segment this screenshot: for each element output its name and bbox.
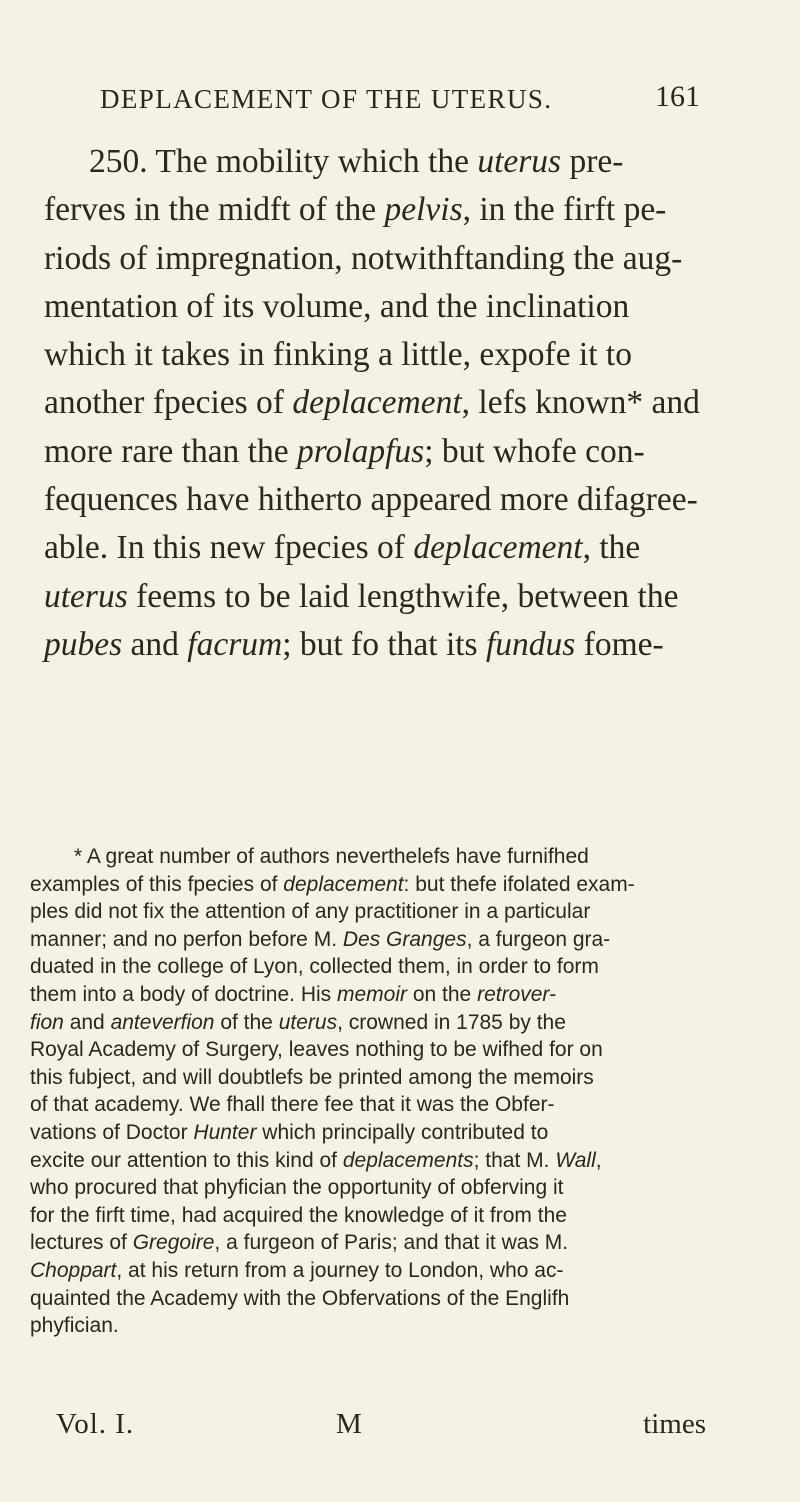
italic-text: deplacement	[292, 384, 462, 422]
italic-text: deplacements	[342, 1148, 474, 1172]
text-run: Royal Academy of Surgery, leaves nothing to be wifhed for on	[30, 1038, 603, 1062]
body-line	[44, 331, 700, 379]
footnote-line	[30, 1119, 720, 1147]
italic-text: deplacement	[283, 872, 404, 896]
text-run: for the firft time, had acquired the knowledge of it from the	[30, 1203, 567, 1227]
page-footer	[56, 1408, 706, 1448]
footnote-line	[30, 1064, 720, 1092]
italic-text: Gregoire	[132, 1231, 215, 1255]
catchword: times	[643, 1408, 706, 1440]
text-run: and	[63, 1010, 111, 1034]
page-number: 161	[655, 80, 700, 113]
text-run: mentation of its volume, and the inclination	[44, 287, 630, 325]
italic-text: pelvis	[384, 191, 463, 229]
text-run: ; that M.	[473, 1148, 556, 1172]
italic-text: memoir	[337, 982, 408, 1006]
footnote-line	[30, 871, 720, 899]
text-run: 250. The mobility which the	[89, 143, 478, 180]
text-run: ferves in the midft of the	[44, 191, 385, 229]
text-run: of that academy. We fhall there fee that it was the Obfer-	[30, 1093, 555, 1117]
footnote-line	[30, 1147, 720, 1175]
text-run: on the	[407, 982, 478, 1006]
text-run: which it takes in finking a little, expofe it to	[44, 336, 632, 374]
italic-text: prolapfus	[296, 432, 425, 470]
text-run: , in the firft pe-	[462, 191, 667, 229]
footnote-line	[30, 1174, 720, 1202]
footnote-line	[30, 1202, 720, 1230]
italic-text: retrover-	[477, 982, 557, 1006]
text-run: pre-	[561, 143, 624, 180]
text-run: quainted the Academy with the Obfervations of the Englifh	[30, 1286, 570, 1310]
footnote-line	[30, 1091, 720, 1119]
text-run: fome-	[575, 625, 664, 663]
footnote-line	[30, 1036, 720, 1064]
footnote-line	[30, 953, 720, 981]
text-run: , a furgeon gra-	[466, 927, 611, 951]
text-run: ,	[595, 1148, 602, 1172]
text-run: , lefs known* and	[461, 384, 700, 422]
text-run: lectures of	[30, 1231, 133, 1255]
text-run: phyfician.	[30, 1314, 119, 1338]
text-run: them into a body of doctrine. His	[30, 982, 337, 1006]
body-line	[44, 186, 700, 234]
text-run: another fpecies of	[44, 384, 293, 422]
body-line	[44, 524, 700, 572]
text-run: duated in the college of Lyon, collected them, in order to form	[30, 955, 599, 979]
italic-text: Wall	[555, 1148, 596, 1172]
main-paragraph	[44, 138, 700, 669]
text-run: examples of this fpecies of	[30, 872, 284, 896]
italic-text: uterus	[278, 1010, 338, 1034]
footnote-line	[30, 1312, 720, 1340]
italic-text: anteverfion	[110, 1010, 215, 1034]
text-run: of the	[214, 1010, 279, 1034]
signature-mark: M	[336, 1408, 362, 1440]
italic-text: Hunter	[193, 1120, 257, 1144]
text-run: ; but fo that its	[282, 625, 486, 663]
footnote-line	[30, 843, 720, 871]
text-run: more rare than the	[44, 432, 297, 470]
text-run: able. In this new fpecies of	[44, 529, 414, 567]
footnote-line	[30, 1229, 720, 1257]
text-run: riods of impregnation, notwithftanding the aug-	[44, 239, 683, 277]
footnote-line	[30, 1009, 720, 1037]
text-run: ; but whofe con-	[424, 432, 645, 470]
text-run: * A great number of authors neverthelefs have furnifhed	[74, 845, 589, 868]
body-line	[44, 379, 700, 427]
text-run: excite our attention to this kind of	[30, 1148, 343, 1172]
text-run: , the	[582, 529, 641, 567]
footnote-line	[30, 981, 720, 1009]
text-run: , a furgeon of Paris; and that it was M.	[214, 1231, 569, 1255]
italic-text: pubes	[44, 625, 123, 663]
running-title: DEPLACEMENT OF THE UTERUS.	[100, 84, 553, 114]
footnote-line	[30, 898, 720, 926]
text-run: , crowned in 1785 by the	[337, 1010, 566, 1034]
italic-text: fundus	[485, 625, 576, 663]
body-line	[44, 621, 700, 669]
footnote	[30, 843, 720, 1340]
footnote-line	[30, 1285, 720, 1313]
text-run: vations of Doctor	[30, 1120, 194, 1144]
text-run: , at his return from a journey to London, who ac-	[116, 1258, 564, 1282]
italic-text: deplacement	[413, 529, 583, 567]
body-line	[44, 476, 700, 524]
italic-text: uterus	[44, 577, 128, 615]
footnote-line	[30, 1257, 720, 1285]
text-run: manner; and no perfon before M.	[30, 927, 343, 951]
text-run: fequences have hitherto appeared more difagree-	[44, 481, 698, 519]
italic-text: facrum	[187, 625, 283, 663]
body-line	[44, 428, 700, 476]
body-line	[44, 138, 700, 186]
text-run: : but thefe ifolated exam-	[403, 872, 635, 896]
text-run: who procured that phyfician the opportunity of obferving it	[30, 1176, 564, 1200]
volume-label: Vol. I.	[56, 1408, 135, 1440]
italic-text: Des Granges	[342, 927, 467, 951]
italic-text: uterus	[477, 143, 562, 180]
italic-text: fion	[30, 1010, 64, 1034]
text-run: this fubject, and will doubtlefs be printed among the memoirs	[30, 1065, 594, 1089]
text-run: and	[122, 625, 188, 663]
text-run: ples did not fix the attention of any practitioner in a particular	[30, 900, 591, 924]
body-line	[44, 235, 700, 283]
italic-text: Choppart	[30, 1258, 117, 1282]
text-run: which principally contributed to	[256, 1120, 549, 1144]
footnote-line	[30, 926, 720, 954]
body-line	[44, 283, 700, 331]
text-run: feems to be laid lengthwife, between the	[127, 577, 679, 615]
body-line	[44, 573, 700, 621]
